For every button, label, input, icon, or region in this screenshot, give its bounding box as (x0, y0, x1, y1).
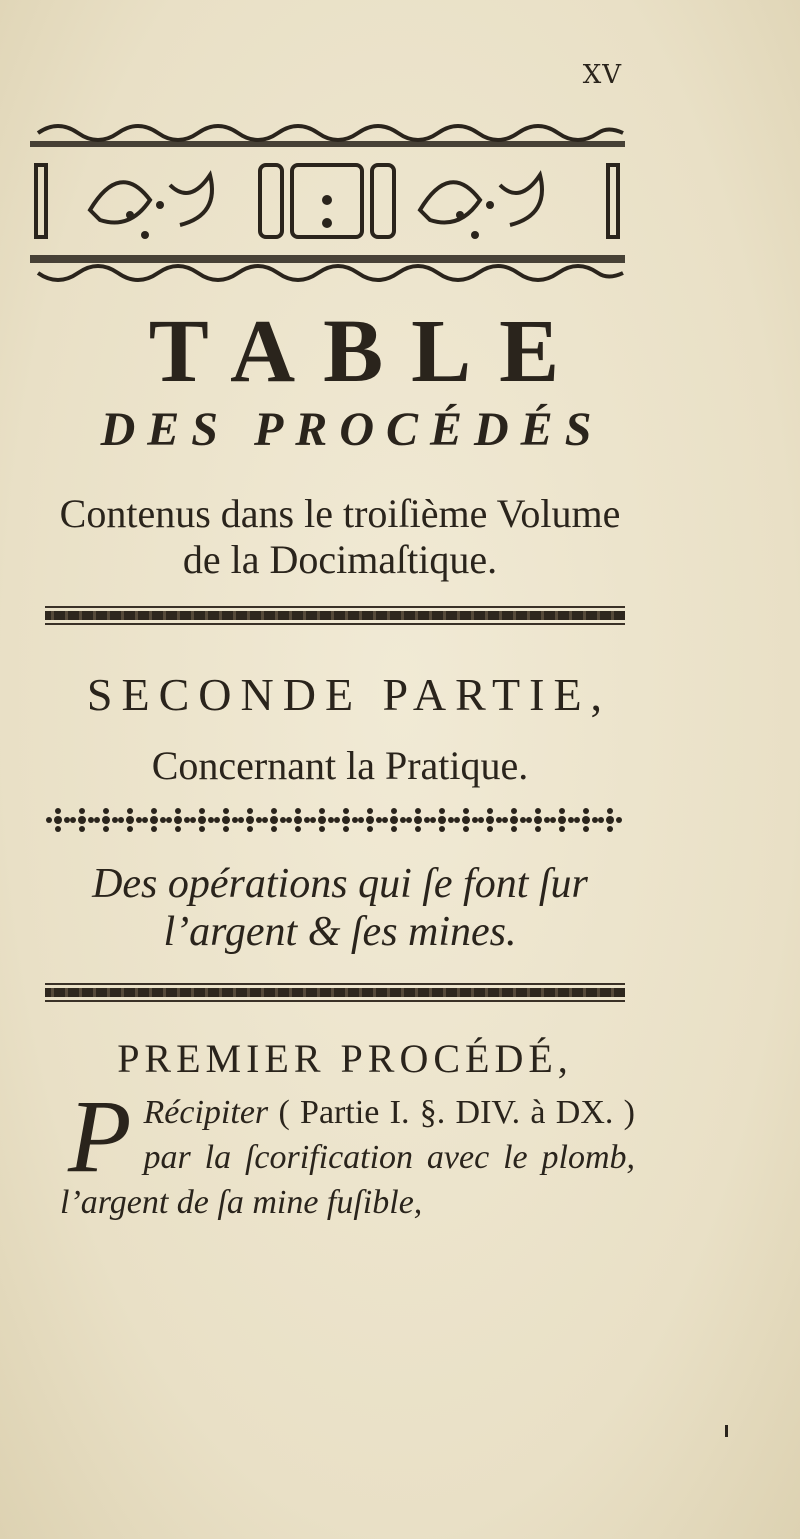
contents-line-2: de la Docimaſtique. (182, 537, 498, 582)
contents-line-1: Contenus dans le troiſième Volume (59, 491, 621, 536)
drop-cap: P (68, 1079, 132, 1194)
procede-text-italic-2: par la ſcorification avec le plomb, l’argent de ſa mine fuſible, (60, 1139, 635, 1221)
part-subtitle: Concernant la Pratique. (151, 743, 529, 788)
fleuron-row (46, 805, 626, 835)
ornamental-headpiece (30, 115, 625, 285)
page-number: XV (582, 60, 622, 90)
page-subtitle: DES PROCÉDÉS (100, 403, 604, 456)
procede-text (60, 1079, 635, 1225)
procede-paragraph (60, 1079, 635, 1225)
ornamental-rule (45, 603, 625, 628)
page-title: TABLE (148, 302, 588, 401)
ornamental-rule-2 (45, 980, 625, 1005)
section-heading-line-2: l’argent & ſes mines. (163, 909, 517, 955)
section-heading-line-1: Des opérations qui ſe font ſur (92, 861, 588, 907)
procede-text-italic-1: Récipiter (143, 1094, 269, 1131)
procede-text-roman: ( Partie I. §. DIV. à DX. ) (268, 1094, 635, 1131)
ink-mark (725, 1425, 728, 1437)
procede-title: PREMIER PROCÉDÉ, (117, 1036, 573, 1081)
part-title: SECONDE PARTIE, (86, 669, 612, 720)
